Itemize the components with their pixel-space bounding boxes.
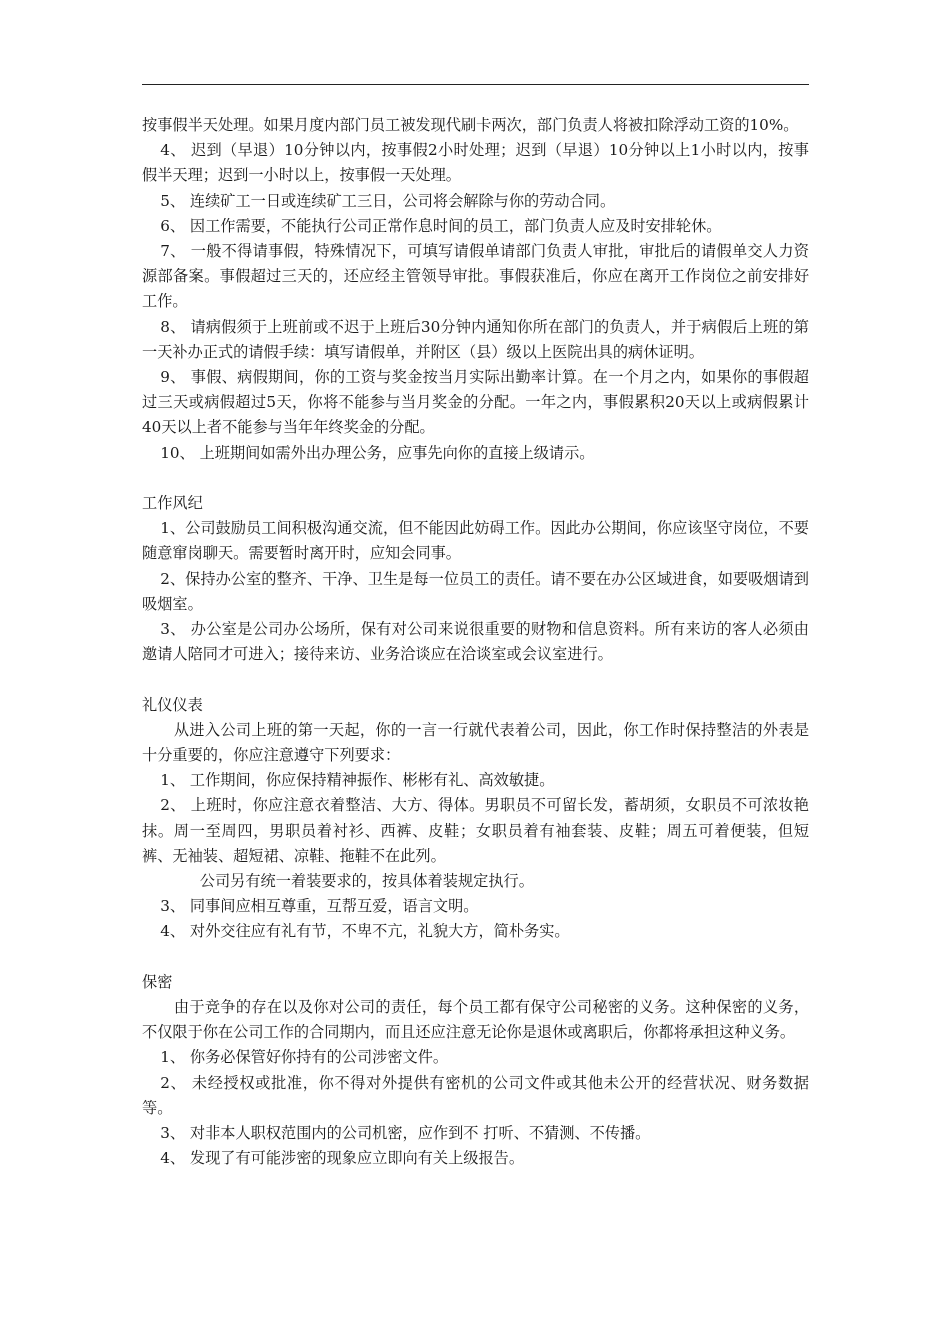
document-body [142,113,809,1171]
list-item: 7、 一般不得请事假，特殊情况下，可填写请假单请部门负责人审批，审批后的请假单交人力资源部备案。事假超过三天的，还应经主管领导审批。事假获准后，你应在离开工作岗位之前安排好工作。 [142,242,809,311]
list-item: 2、保持办公室的整齐、干净、卫生是每一位员工的责任。请不要在办公区域进食，如要吸烟请到吸烟室。 [142,569,809,613]
list-item: 3、 办公室是公司办公场所，保有对公司来说很重要的财物和信息资料。所有来访的客人必须由邀请人陪同才可进入；接待来访、业务洽谈应在洽谈室或会议室进行。 [142,620,809,664]
list-item: 5、 连续矿工一日或连续矿工三日，公司将会解除与你的劳动合同。 [160,191,616,210]
list-item: 10、 上班期间如需外出办理公务，应事先向你的直接上级请示。 [160,443,595,462]
paragraph: 由于竞争的存在以及你对公司的责任，每个员工都有保守公司秘密的义务。这种保密的义务，不仅限于你在公司工作的合同期内，而且还应注意无论你是退休或离职后，你都将承担这种义务。 [142,998,809,1042]
list-item: 4、 发现了有可能涉密的现象应立即向有关上级报告。 [160,1149,525,1168]
list-item: 6、 因工作需要，不能执行公司正常作息时间的员工，部门负责人应及时安排轮休。 [160,216,722,235]
list-item: 2、 未经授权或批准，你不得对外提供有密机的公司文件或其他未公开的经营状况、财务数据等。 [142,1073,809,1117]
list-item: 1、公司鼓励员工间积极沟通交流，但不能因此妨碍工作。因此办公期间，你应该坚守岗位，不要随意窜岗聊天。需要暂时离开时，应知会同事。 [142,519,809,563]
section-heading-etiquette: 礼仪仪表 [142,695,203,714]
section-heading-discipline: 工作风纪 [142,494,203,513]
list-item: 1、 工作期间，你应保持精神振作、彬彬有礼、高效敏捷。 [160,771,555,790]
paragraph: 按事假半天处理。如果月度内部门员工被发现代刷卡两次，部门负责人将被扣除浮动工资的10%。 [142,116,799,134]
header-rule [142,84,809,85]
list-item: 8、 请病假须于上班前或不迟于上班后30分钟内通知你所在部门的负责人，并于病假后上班的第一天补办正式的请假手续：填写请假单，并附区（县）级以上医院出具的病休证明。 [142,317,809,361]
list-item: 1、 你务必保管好你持有的公司涉密文件。 [160,1048,449,1067]
paragraph: 公司另有统一着装要求的，按具体着装规定执行。 [199,872,534,891]
list-item: 9、 事假、病假期间，你的工资与奖金按当月实际出勤率计算。在一个月之内，如果你的事假超过三天或病假超过5天，你将不能参与当月奖金的分配。一年之内，事假累积20天以上或病假累计40天以上者不能参与当年年终奖金的分配。 [142,368,809,437]
list-item: 2、 上班时，你应注意衣着整洁、大方、得体。男职员不可留长发，蓄胡须，女职员不可浓妆艳抹。周一至周四，男职员着衬衫、西裤、皮鞋；女职员着有袖套装、皮鞋；周五可着便装，但短裤、无袖装、超短裙、凉鞋、拖鞋不在此列。 [142,796,809,865]
list-item: 4、 迟到（早退）10分钟以内，按事假2小时处理；迟到（早退）10分钟以上1小时以内，按事假半天理；迟到一小时以上，按事假一天处理。 [142,141,809,185]
list-item: 3、 同事间应相互尊重，互帮互爱，语言文明。 [160,897,479,916]
list-item: 4、 对外交往应有礼有节，不卑不亢，礼貌大方，简朴务实。 [160,922,570,941]
paragraph: 从进入公司上班的第一天起，你的一言一行就代表着公司，因此，你工作时保持整洁的外表是十分重要的，你应注意遵守下列要求： [142,720,809,765]
list-item: 3、 对非本人职权范围内的公司机密，应作到不 打听、不猜测、不传播。 [160,1124,651,1143]
section-heading-confidentiality: 保密 [142,972,173,991]
